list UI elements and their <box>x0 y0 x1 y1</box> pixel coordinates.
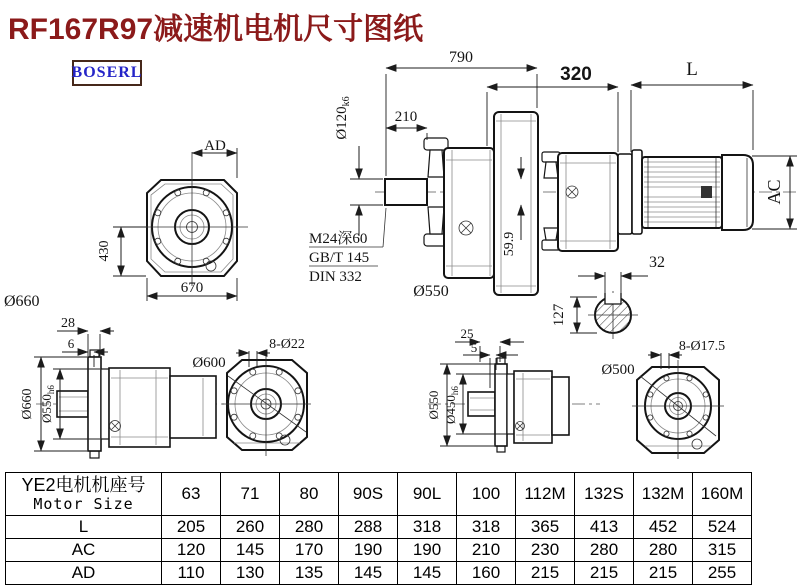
cell: 215 <box>516 562 575 585</box>
cell: 120 <box>162 539 221 562</box>
table-row <box>6 539 752 562</box>
dim-500-label: Ø500 <box>601 362 635 378</box>
dim-ad-label: AD <box>204 138 226 154</box>
col-header: 132S <box>575 473 634 516</box>
cell: 145 <box>221 539 280 562</box>
dim-spigot-550-label: $Ø550_{h6}$ <box>39 385 56 423</box>
table-header-cn: YE2电机机座号 <box>21 475 146 496</box>
dim-od-550-label: Ø550 <box>426 390 441 420</box>
dim-5-label: 5 <box>470 340 478 355</box>
dim-320-label: 320 <box>560 64 592 85</box>
dim-600-label: Ø600 <box>192 355 226 371</box>
row-label: AD <box>6 562 162 585</box>
col-header: 90S <box>339 473 398 516</box>
cell: 260 <box>221 516 280 539</box>
cell: 230 <box>516 539 575 562</box>
dim-430-label: 430 <box>97 240 112 262</box>
dim-32-label: 32 <box>649 254 665 271</box>
cell: 145 <box>398 562 457 585</box>
dim-8x22-label: 8-Ø22 <box>269 337 305 352</box>
cell: 280 <box>575 539 634 562</box>
table-row <box>6 562 752 585</box>
flange-front-view-500 <box>601 339 725 459</box>
tap-callout-label: M24深60 <box>309 231 368 247</box>
cell: 130 <box>221 562 280 585</box>
cell: 413 <box>575 516 634 539</box>
cell: 318 <box>398 516 457 539</box>
cell: 190 <box>398 539 457 562</box>
cell: 160 <box>457 562 516 585</box>
dim-550-label: Ø550 <box>413 283 449 300</box>
cell: 215 <box>634 562 693 585</box>
cell: 315 <box>693 539 752 562</box>
page-title: RF167R97减速机电机尺寸图纸 <box>8 13 424 46</box>
col-header: 160M <box>693 473 752 516</box>
table-row <box>6 516 752 539</box>
cell: 365 <box>516 516 575 539</box>
cell: 255 <box>693 562 752 585</box>
dim-59-9-label: 59.9 <box>502 231 517 257</box>
dim-od-660-label: Ø660 <box>20 388 35 420</box>
cell: 452 <box>634 516 693 539</box>
cell: 318 <box>457 516 516 539</box>
brand-logo-text: BOSERL <box>71 64 143 81</box>
col-header: 112M <box>516 473 575 516</box>
motor-nameplate <box>701 186 712 198</box>
cell: 288 <box>339 516 398 539</box>
dim-670-label: 670 <box>180 280 204 296</box>
cell: 170 <box>280 539 339 562</box>
dim-ac-label: AC <box>764 179 784 205</box>
cell: 110 <box>162 562 221 585</box>
col-header: 100 <box>457 473 516 516</box>
main-side-view-drawing <box>309 49 798 300</box>
table-header-en: Motor Size <box>33 494 134 513</box>
cell: 524 <box>693 516 752 539</box>
dim-6-label: 6 <box>67 336 75 351</box>
dim-L-label: L <box>686 59 698 80</box>
shaft-section-detail <box>551 254 665 339</box>
col-header: 80 <box>280 473 339 516</box>
dim-210-label: 210 <box>394 109 418 125</box>
col-header: 132M <box>634 473 693 516</box>
table-header-cell <box>6 473 162 516</box>
cell: 210 <box>457 539 516 562</box>
std-din-label: DIN 332 <box>309 269 362 285</box>
cell: 215 <box>575 562 634 585</box>
cell: 145 <box>339 562 398 585</box>
cell: 190 <box>339 539 398 562</box>
col-header: 71 <box>221 473 280 516</box>
cell: 205 <box>162 516 221 539</box>
dim-shaft-dia-label: $Ø120_{k6}$ <box>334 96 352 140</box>
row-label: L <box>6 516 162 539</box>
label-660: Ø660 <box>4 293 40 310</box>
dim-spigot-450-label: $Ø450_{h6}$ <box>443 386 460 424</box>
flange-side-view-660 <box>4 293 232 458</box>
motor-size-table <box>5 472 752 585</box>
dim-28-label: 28 <box>61 316 75 331</box>
dim-127-label: 127 <box>551 303 567 327</box>
flange-side-view-550 <box>426 326 600 452</box>
dim-25-label: 25 <box>460 326 474 341</box>
col-header: 63 <box>162 473 221 516</box>
cell: 280 <box>280 516 339 539</box>
cell: 135 <box>280 562 339 585</box>
cell: 280 <box>634 539 693 562</box>
dim-790-label: 790 <box>449 49 473 66</box>
col-header: 90L <box>398 473 457 516</box>
std-gbt-label: GB/T 145 <box>309 250 370 266</box>
row-label: AC <box>6 539 162 562</box>
front-view-drawing <box>97 138 248 301</box>
dim-8x17-label: 8-Ø17.5 <box>678 339 726 354</box>
